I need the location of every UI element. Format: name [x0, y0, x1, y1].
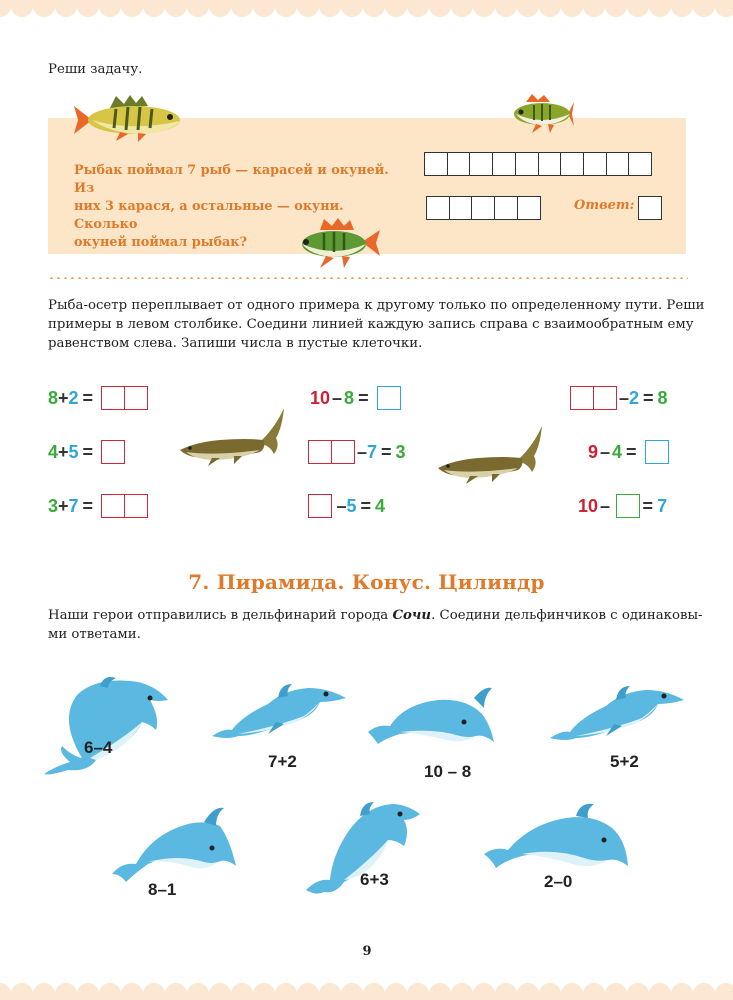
equation-left-1: 8 + 2 = [48, 386, 146, 410]
sturgeon-fish-illustration [176, 406, 288, 466]
answer-cell[interactable] [377, 386, 400, 410]
equation-middle-3: – 5 = 4 [308, 494, 385, 518]
equation-right-2: 9 – 4 = [588, 440, 667, 464]
dolphin-7-label: 2–0 [544, 872, 573, 891]
problem-line-1: Рыбак поймал 7 рыб — карасей и окуней. Из [74, 163, 389, 196]
answer-cells[interactable] [101, 494, 146, 518]
answer-cell[interactable] [645, 440, 668, 464]
answer-cells[interactable] [570, 386, 615, 410]
answer-cells[interactable] [308, 440, 353, 464]
dolphin-2-label: 7+2 [268, 752, 297, 771]
dolphin-1-label: 6–4 [84, 738, 113, 757]
solution-grid[interactable] [424, 152, 651, 176]
top-scallop-border [0, 0, 733, 22]
equation-right-1: – 2 = 8 [570, 386, 668, 410]
answer-label: Ответ: [574, 198, 635, 213]
dolphin-4-label: 5+2 [610, 752, 639, 771]
answer-box[interactable] [638, 196, 661, 220]
dolphin-1-illustration [38, 672, 178, 790]
equation-left-2: 4 + 5 = [48, 440, 124, 464]
page-number: 9 [349, 934, 385, 970]
dotted-separator [48, 277, 688, 279]
task2-instruction-line-1: Рыба-осетр переплывает от одного примера к другому только по определенному пути. Реши [48, 298, 705, 313]
problem-line-3: окуней поймал рыбак? [74, 235, 248, 250]
answer-cell[interactable] [101, 440, 124, 464]
answer-cell[interactable] [616, 494, 639, 518]
calculation-grid[interactable] [426, 196, 540, 220]
answer-cells[interactable] [101, 386, 146, 410]
sturgeon-fish-illustration-2 [434, 424, 546, 484]
crucian-fish-illustration [506, 92, 574, 134]
task2-instruction-line-2: примеры в левом столбике. Соедини линией каждую запись справа с взаимообратным ему [48, 317, 694, 332]
task1-instruction: Реши задачу. [48, 62, 143, 77]
dolphin-6-label: 6+3 [360, 870, 389, 889]
section-instruction-line-1: Наши герои отправились в дельфинарий города Сочи. Соедини дельфинчиков с одинаковы- [48, 608, 703, 623]
dolphin-3-label: 10 – 8 [424, 762, 472, 781]
dolphin-2-illustration [208, 670, 350, 744]
dolphin-4-illustration [546, 672, 688, 746]
equation-left-3: 3 + 7 = [48, 494, 146, 518]
task2-instruction-line-3: равенством слева. Запиши числа в пустые клеточки. [48, 336, 423, 351]
answer-cell[interactable] [308, 494, 331, 518]
section-title: 7. Пирамида. Конус. Цилиндр [188, 570, 545, 594]
problem-line-2: них 3 карася, а остальные — окуни. Сколько [74, 199, 344, 232]
dolphin-3-illustration [364, 684, 498, 762]
dolphin-5-illustration [108, 800, 240, 890]
perch-fish-illustration [72, 94, 184, 142]
perch-fish-illustration-2 [290, 216, 382, 270]
bottom-scallop-border [0, 978, 733, 1000]
equation-right-3: 10 – = 7 [578, 496, 668, 516]
equation-middle-1: 10 – 8 = [310, 386, 399, 410]
equation-middle-2: – 7 = 3 [308, 440, 406, 464]
dolphin-5-label: 8–1 [148, 880, 177, 899]
section-instruction-line-2: ми ответами. [48, 627, 141, 642]
